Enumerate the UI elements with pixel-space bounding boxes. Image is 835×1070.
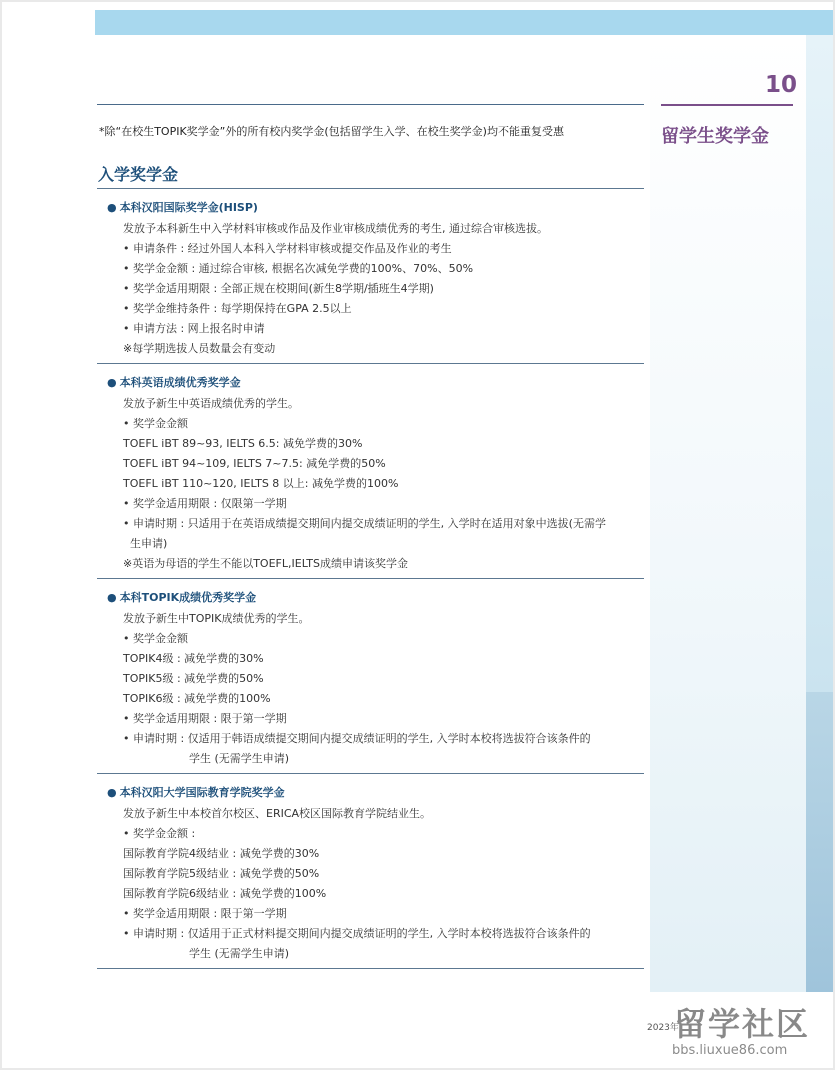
line: • 奖学金维持条件 : 每学期保持在GPA 2.5以上	[123, 302, 352, 315]
section-heading-text: 本科汉阳国际奖学金(HISP)	[119, 201, 258, 214]
watermark	[670, 997, 830, 1067]
top-color-band	[95, 10, 833, 35]
scholarship-section-topik	[97, 578, 644, 773]
line: • 奖学金金额	[123, 417, 188, 430]
line: • 申请时期 : 仅适用于韩语成绩提交期间内提交成绩证明的学生, 入学时本校将选拔符合该条件的	[123, 732, 591, 745]
section-title-rule	[661, 104, 793, 106]
line: TOEFL iBT 89~93, IELTS 6.5: 减免学费的30%	[123, 437, 363, 450]
line: • 申请条件 : 经过外国人本科入学材料审核或提交作品及作业的考生	[123, 242, 452, 255]
section-heading	[107, 784, 285, 800]
line: • 奖学金适用期限 : 限于第一学期	[123, 712, 287, 725]
line: 生申请)	[130, 537, 168, 550]
right-edge-fold	[806, 692, 833, 992]
scholarship-section-language-institute	[97, 773, 644, 969]
bullet-dot-icon: ●	[107, 376, 117, 389]
line: • 奖学金适用期限 : 限于第一学期	[123, 907, 287, 920]
line: • 申请方法 : 网上报名时申请	[123, 322, 265, 335]
line: TOPIK6级 : 减免学费的100%	[123, 692, 271, 705]
notice-text: *除“在校生TOPIK奖学金”外的所有校内奖学金(包括留学生入学、在校生奖学金)均不能重复受惠	[99, 125, 564, 138]
section-heading-text: 本科汉阳大学国际教育学院奖学金	[119, 786, 285, 799]
line: 国际教育学院4级结业 : 减免学费的30%	[123, 847, 320, 860]
line: TOEFL iBT 94~109, IELTS 7~7.5: 减免学费的50%	[123, 457, 386, 470]
page-number: 10	[765, 72, 798, 98]
line: TOPIK4级 : 减免学费的30%	[123, 652, 264, 665]
line: • 奖学金适用期限 : 全部正规在校期间(新生8学期/插班生4学期)	[123, 282, 434, 295]
line: 发放予新生中TOPIK成绩优秀的学生。	[123, 612, 310, 625]
watermark-title: 留学社区	[674, 1005, 811, 1043]
footer-text: 2023年	[647, 1023, 679, 1033]
section-lines	[123, 394, 643, 574]
line: 发放予新生中英语成绩优秀的学生。	[123, 397, 299, 410]
section-title: 留学生奖学金	[661, 126, 769, 147]
section-heading-text: 本科TOPIK成绩优秀奖学金	[119, 591, 257, 604]
line: • 奖学金金额 : 通过综合审核, 根据名次减免学费的100%、70%、50%	[123, 262, 474, 275]
line: 国际教育学院5级结业 : 减免学费的50%	[123, 867, 320, 880]
section-heading	[107, 374, 241, 390]
section-heading	[107, 199, 258, 215]
watermark-url: bbs.liuxue86.com	[672, 1043, 788, 1058]
line: 学生 (无需学生申请)	[189, 947, 290, 960]
document-page	[2, 2, 833, 1068]
line: • 奖学金适用期限 : 仅限第一学期	[123, 497, 287, 510]
bullet-dot-icon: ●	[107, 591, 117, 604]
line: TOEFL iBT 110~120, IELTS 8 以上: 减免学费的100%	[123, 477, 399, 490]
scholarship-section-english	[97, 363, 644, 578]
section-lines	[123, 609, 643, 769]
line: • 奖学金金额	[123, 632, 188, 645]
scholarship-section-hisp	[97, 188, 644, 363]
section-lines	[123, 804, 643, 964]
section-lines	[123, 219, 643, 359]
line: • 奖学金金额 :	[123, 827, 196, 840]
line: • 申请时期 : 仅适用于正式材料提交期间内提交成绩证明的学生, 入学时本校将选拔符合该条件的	[123, 927, 591, 940]
line: 国际教育学院6级结业 : 减免学费的100%	[123, 887, 327, 900]
section-heading	[107, 589, 256, 605]
section-heading-text: 本科英语成绩优秀奖学金	[119, 376, 241, 389]
line: ※英语为母语的学生不能以TOEFL,IELTS成绩申请该奖学金	[123, 557, 409, 570]
line: 发放予本科新生中入学材料审核或作品及作业审核成绩优秀的考生, 通过综合审核选拔。	[123, 222, 548, 235]
line: 学生 (无需学生申请)	[189, 752, 290, 765]
notice-top-rule	[97, 104, 644, 105]
bullet-dot-icon: ●	[107, 201, 117, 214]
line: • 申请时期 : 只适用于在英语成绩提交期间内提交成绩证明的学生, 入学时在适用对象中选拔(无需学	[123, 517, 606, 530]
main-heading: 入学奖学金	[98, 165, 179, 184]
line: ※每学期选拔人员数量会有变动	[123, 342, 276, 355]
line: TOPIK5级 : 减免学费的50%	[123, 672, 264, 685]
line: 发放予新生中本校首尔校区、ERICA校区国际教育学院结业生。	[123, 807, 432, 820]
bullet-dot-icon: ●	[107, 786, 117, 799]
